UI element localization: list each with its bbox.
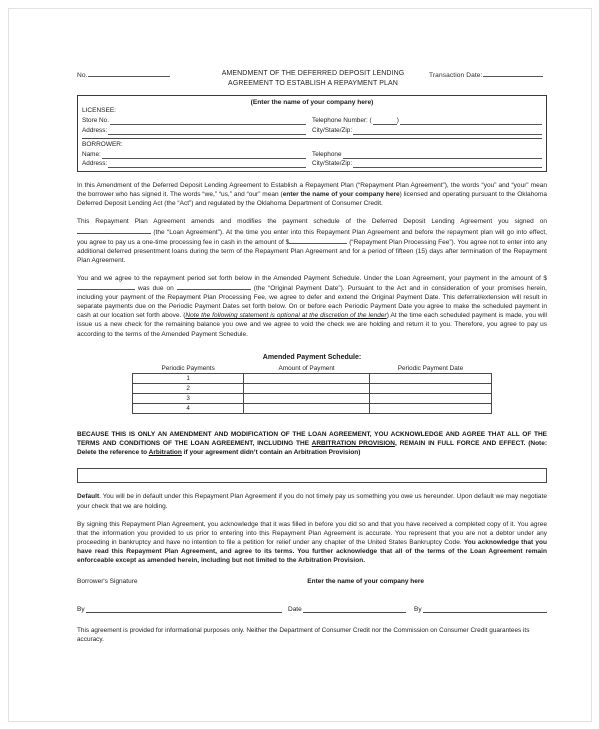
party-divider bbox=[82, 138, 542, 139]
borrower-address-field bbox=[82, 159, 312, 168]
paragraph-definitions bbox=[77, 181, 547, 208]
schedule-row-number: 2 bbox=[133, 383, 244, 393]
licensee-telephone-paren: ) bbox=[396, 117, 399, 125]
borrower-by-field bbox=[77, 605, 282, 613]
default-text: . You will be in default under this Repayment Plan Agreement if you do not timely pay us something you owe us hereunder. Upon default we may negotiate your check that we are holding. bbox=[77, 493, 547, 510]
licensee-telephone-label: Telephone Number: ( bbox=[312, 117, 372, 125]
lender-by-label: By bbox=[414, 606, 422, 614]
borrower-by-blank[interactable] bbox=[86, 605, 282, 613]
arbitration-notice-part3: if your agreement didn’t contain an Arbitration Provision) bbox=[181, 449, 361, 457]
licensee-area-code-blank[interactable] bbox=[373, 117, 397, 125]
licensee-address-blank[interactable] bbox=[108, 127, 306, 135]
lender-by-field bbox=[414, 605, 547, 613]
borrower-address-row bbox=[82, 159, 542, 168]
licensee-telephone-field bbox=[312, 116, 542, 125]
footer-disclaimer: This agreement is provided for informational purposes only. Neither the Department of Consumer Credit nor the Commission on Consumer Credit guarantees its accuracy. bbox=[77, 627, 530, 644]
schedule-col-amount-of-payment: Amount of Payment bbox=[278, 364, 335, 372]
processing-fee-amount-blank[interactable] bbox=[289, 237, 347, 244]
arbitration-notice-part2: , REMAIN IN FULL FORCE AND EFFECT. (Note: Delete the reference to bbox=[77, 439, 547, 457]
schedule-row-number: 1 bbox=[133, 373, 244, 383]
borrower-name-label: Name: bbox=[82, 150, 101, 158]
schedule-wrapper bbox=[132, 365, 492, 414]
borrower-name-blank[interactable] bbox=[102, 151, 306, 159]
schedule-row-amount[interactable] bbox=[244, 373, 370, 383]
amended-payment-schedule-table bbox=[132, 365, 492, 414]
blank-entry-box[interactable] bbox=[77, 468, 547, 483]
arbitration-notice-part1: BECAUSE THIS IS ONLY AN AMENDMENT AND MODIFICATION OF THE LOAN AGREEMENT, YOU ACKNOWLEDGE AND AGREE THAT ALL OF THE TERMS AND CONDITIONS OF THE LOAN AGREEMENT, INCLUDING THE bbox=[77, 430, 547, 447]
document-sheet bbox=[8, 8, 592, 722]
licensee-city-state-zip-field bbox=[312, 126, 542, 135]
signature-lines bbox=[77, 605, 547, 613]
arbitration-provision-underline: ARBITRATION PROVISION bbox=[311, 439, 395, 447]
paragraph-arbitration-notice bbox=[77, 430, 547, 458]
signature-date-blank[interactable] bbox=[303, 605, 406, 613]
schedule-row-amount[interactable] bbox=[244, 403, 370, 413]
arbitration-word-underline: Arbitration bbox=[148, 449, 182, 457]
schedule-row-date[interactable] bbox=[369, 393, 491, 403]
borrower-name-field bbox=[82, 150, 312, 159]
licensee-address-label: Address: bbox=[82, 126, 108, 134]
page-title-line1: AMENDMENT OF THE DEFERRED DEPOSIT LENDING bbox=[221, 70, 405, 77]
transaction-date-blank[interactable] bbox=[483, 70, 543, 77]
transaction-date-label: Transaction Date: bbox=[429, 72, 483, 79]
borrower-city-state-zip-blank[interactable] bbox=[353, 160, 542, 168]
table-row bbox=[133, 373, 492, 383]
licensee-address-field bbox=[82, 126, 312, 135]
party-information-box bbox=[77, 95, 547, 172]
signing-text-part1: By signing this Repayment Plan Agreement, you acknowledge that it was filled in before you did so and that you have received a completed copy of it. You agree that the information you provided to us prior to entering into this Repayment Plan Agreement is accurate. You represent that you are not a debtor under any proceeding in bankruptcy and have no intention to file a petition for relief under any chapter of the United States Bankruptcy Code. bbox=[77, 520, 547, 546]
borrower-signature-label: Borrower's Signature bbox=[77, 578, 138, 586]
licensee-heading: LICENSEE: bbox=[82, 107, 116, 114]
licensee-telephone-blank[interactable] bbox=[400, 117, 542, 125]
paragraph-signing-acknowledgment bbox=[77, 520, 547, 565]
page-title bbox=[197, 67, 429, 88]
paragraph-repayment-part3: (the “Original Payment Date”). Pursuant to the Act and in consideration of your promises herein, including your payment of the Repayment Plan Processing Fee, we agree to defer and extend the Original Payment Date. This deferral/extension will result in separate payments due on the Periodic Payment Dates set forth below. On or before each Periodic Payment Date you agree to make the scheduled payment in cash at our location set forth above. ( bbox=[77, 285, 547, 320]
paragraph-amends-part2: (the “Loan Agreement”). At the time you enter into this Repayment Plan Agreement and before the repayment plan will go into effect, you agree to pay us a one-time processing fee in cash in the amount of $ bbox=[77, 228, 547, 246]
page-title-line2: AGREEMENT TO ESTABLISH A REPAYMENT PLAN bbox=[228, 79, 398, 87]
store-no-blank[interactable] bbox=[110, 117, 306, 125]
schedule-col-periodic-payments: Periodic Payments bbox=[161, 364, 215, 372]
original-payment-date-blank[interactable] bbox=[177, 283, 251, 290]
transaction-date-field bbox=[429, 67, 547, 80]
signature-date-field bbox=[288, 605, 406, 613]
paragraph-default bbox=[77, 492, 547, 510]
table-row bbox=[133, 403, 492, 413]
licensee-city-state-zip-blank[interactable] bbox=[353, 127, 542, 135]
company-name-prompt: (Enter the name of your company here) bbox=[250, 99, 374, 106]
paragraph-repayment-optional-note: Note the following statement is optional at the discretion of the lender bbox=[185, 312, 387, 320]
paragraph-definitions-company-prompt: enter the name of your company here bbox=[282, 191, 400, 199]
document-header bbox=[77, 67, 547, 88]
paragraph-amends-part1: This Repayment Plan Agreement amends and modifies the payment schedule of the Deferred Deposit Lending Agreement you signed on bbox=[77, 218, 547, 226]
paragraph-definitions-part2: ) licensed and operating pursuant to the Oklahoma Deferred Deposit Lending Act (the “Act”) and regulated by the Oklahoma Department of Consumer Credit. bbox=[77, 191, 547, 208]
table-row bbox=[133, 383, 492, 393]
signature-date-label: Date bbox=[288, 606, 302, 614]
borrower-city-state-zip-field bbox=[312, 159, 542, 168]
licensee-address-row bbox=[82, 126, 542, 135]
schedule-row-date[interactable] bbox=[369, 403, 491, 413]
schedule-title: Amended Payment Schedule: bbox=[262, 353, 362, 361]
schedule-row-date[interactable] bbox=[369, 383, 491, 393]
store-no-field bbox=[82, 116, 312, 125]
licensee-store-row bbox=[82, 116, 542, 125]
original-payment-amount-blank[interactable] bbox=[77, 283, 135, 290]
borrower-name-row bbox=[82, 150, 542, 159]
schedule-col-periodic-payment-date: Periodic Payment Date bbox=[397, 364, 464, 372]
paragraph-repayment-part2: was due on bbox=[135, 285, 177, 293]
schedule-row-amount[interactable] bbox=[244, 393, 370, 403]
paragraph-repayment-part4: ) At the time each scheduled payment is made, you will issue us a new check for the remaining balance you owe and we agree to void the check we are holding and return it to you. Therefore, you agree to pay us according to the terms of the Amended Payment Schedule. bbox=[77, 312, 548, 338]
store-no-label: Store No. bbox=[82, 117, 109, 125]
borrower-address-label: Address: bbox=[82, 160, 108, 168]
form-number-field bbox=[77, 67, 197, 80]
licensee-city-state-zip-label: City/State/Zip: bbox=[312, 126, 353, 134]
lender-by-blank[interactable] bbox=[423, 605, 547, 613]
paragraph-amends-part3: (“Repayment Plan Processing Fee”). You agree not to enter into any additional deferred presentment loans during the term of the Repayment Plan Agreement and for a period of fifteen (15) days after termination of the Repayment Plan Agreement. bbox=[77, 238, 548, 264]
paragraph-amends bbox=[77, 217, 547, 264]
paragraph-definitions-part1: In this Amendment of the Deferred Deposit Lending Agreement to Establish a Repayment Plan (“Repayment Plan Agreement”), the words “you” and “your” mean the borrower who has signed it. The words “we,” “us,” and “our” mean ( bbox=[77, 182, 547, 199]
default-heading: Default bbox=[77, 493, 100, 501]
document-content bbox=[77, 67, 547, 644]
borrower-telephone-label: Telephone bbox=[312, 150, 342, 158]
borrower-city-state-zip-label: City/State/Zip: bbox=[312, 160, 353, 168]
borrower-telephone-field bbox=[312, 150, 542, 159]
schedule-row-number: 3 bbox=[133, 393, 244, 403]
schedule-body bbox=[133, 373, 492, 413]
borrower-heading: BORROWER: bbox=[82, 140, 123, 148]
signature-headings bbox=[77, 577, 547, 586]
borrower-telephone-blank[interactable] bbox=[343, 151, 543, 159]
signing-text-bold: You acknowledge that you have read this Repayment Plan Agreement, and agree to its terms. You further acknowledge that all of the terms of the Loan Agreement remain enforceable except as amended herein, including but not limited to the Arbitration Provision. bbox=[77, 538, 548, 565]
borrower-address-blank[interactable] bbox=[108, 160, 306, 168]
paragraph-repayment-part1: You and we agree to the repayment period set forth below in the Amended Payment Schedule. Under the Loan Agreement, your payment in the amount of $ bbox=[77, 274, 547, 282]
schedule-row-number: 4 bbox=[133, 403, 244, 413]
loan-agreement-date-blank[interactable] bbox=[77, 227, 151, 234]
lender-company-prompt: Enter the name of your company here bbox=[307, 578, 424, 586]
schedule-header-row bbox=[133, 365, 492, 374]
table-row bbox=[133, 393, 492, 403]
form-number-blank[interactable] bbox=[88, 70, 170, 77]
paragraph-repayment-period bbox=[77, 274, 547, 339]
borrower-by-label: By bbox=[77, 606, 85, 614]
schedule-row-amount[interactable] bbox=[244, 383, 370, 393]
schedule-row-date[interactable] bbox=[369, 373, 491, 383]
form-number-label: No. bbox=[77, 72, 88, 79]
